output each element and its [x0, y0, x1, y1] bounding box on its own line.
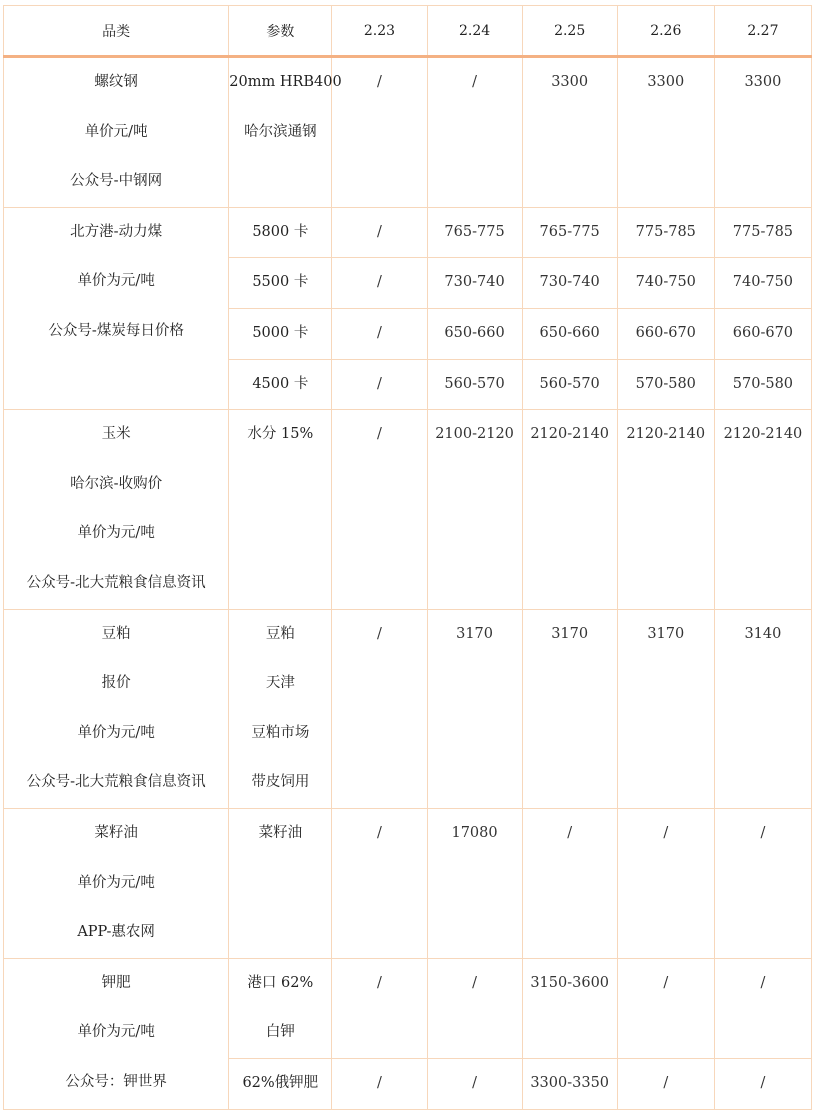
header-date-2-23: 2.23 — [332, 6, 427, 57]
parameter-line: 5500 卡 — [252, 274, 309, 291]
price-cell — [714, 410, 811, 609]
price-cell — [714, 359, 811, 410]
price-value: / — [472, 974, 477, 991]
price-value: / — [377, 426, 382, 443]
price-cell — [427, 808, 522, 958]
price-cell — [427, 258, 522, 309]
category-cell — [4, 808, 229, 958]
category-line: 单价为元/吨 — [77, 525, 155, 542]
category-line: 公众号-中钢网 — [70, 173, 163, 190]
price-value: / — [377, 74, 382, 90]
price-cell — [617, 258, 714, 309]
price-value: 660-670 — [635, 324, 696, 341]
price-value: 740-750 — [635, 274, 696, 291]
parameter-cell — [229, 207, 332, 258]
price-value: 2120-2140 — [530, 426, 610, 443]
table-row — [4, 609, 812, 808]
parameter-cell — [229, 958, 332, 1058]
price-cell — [522, 359, 617, 410]
header-parameter: 参数 — [229, 6, 332, 57]
price-value: / — [377, 324, 382, 341]
category-line: 螺纹钢 — [94, 74, 138, 90]
price-cell — [714, 308, 811, 359]
price-cell — [522, 57, 617, 208]
price-value: / — [663, 824, 669, 841]
price-cell — [332, 258, 427, 309]
price-value: 3300 — [744, 74, 782, 90]
price-cell — [617, 207, 714, 258]
price-value: 3300 — [551, 74, 589, 90]
price-value: 570-580 — [635, 375, 696, 392]
category-line: 北方港-动力煤 — [70, 223, 163, 240]
price-cell — [332, 609, 427, 808]
price-value: / — [377, 625, 382, 642]
price-value: 740-750 — [732, 274, 794, 291]
header-date-2-26: 2.26 — [617, 6, 714, 57]
price-cell — [332, 410, 427, 609]
price-value: 775-785 — [732, 223, 794, 240]
price-cell — [714, 609, 811, 808]
category-line: 单价为元/吨 — [77, 1024, 155, 1041]
price-value: 2100-2120 — [435, 426, 514, 443]
header-date-2-24: 2.24 — [427, 6, 522, 57]
price-value: / — [472, 74, 477, 90]
price-value: / — [377, 1074, 382, 1091]
category-line: 公众号：钾世界 — [65, 1073, 167, 1090]
price-value: / — [472, 1074, 477, 1091]
price-cell — [427, 207, 522, 258]
price-value: / — [377, 223, 382, 240]
header-date-2-25: 2.25 — [522, 6, 617, 57]
category-cell — [4, 410, 229, 609]
price-cell — [522, 1058, 617, 1109]
category-line: APP-惠农网 — [77, 924, 155, 941]
parameter-line: 天津 — [265, 675, 295, 692]
price-cell — [332, 1058, 427, 1109]
parameter-line: 豆粕市场 — [251, 724, 310, 741]
price-value: 775-785 — [635, 223, 696, 240]
header-category: 品类 — [4, 6, 229, 57]
price-value: 3170 — [551, 625, 589, 642]
price-cell — [617, 410, 714, 609]
table-row — [4, 207, 812, 258]
price-cell — [617, 57, 714, 208]
parameter-line: 20mm HRB400 — [229, 74, 342, 90]
price-cell — [332, 808, 427, 958]
parameter-line: 4500 卡 — [252, 375, 309, 392]
category-cell — [4, 958, 229, 1109]
header-row — [4, 6, 812, 57]
parameter-cell — [229, 258, 332, 309]
price-cell — [617, 308, 714, 359]
price-value: 730-740 — [539, 274, 600, 291]
price-value: 560-570 — [444, 375, 505, 392]
price-cell — [332, 207, 427, 258]
price-value: 3150-3600 — [530, 974, 610, 991]
price-cell — [522, 207, 617, 258]
parameter-line: 5800 卡 — [252, 223, 309, 240]
category-line: 单价元/吨 — [84, 123, 148, 140]
category-line: 哈尔滨-收购价 — [70, 475, 163, 492]
parameter-cell — [229, 57, 342, 208]
table-row — [4, 958, 812, 1058]
parameter-line: 哈尔滨通钢 — [244, 123, 317, 140]
price-value: 660-670 — [732, 324, 794, 341]
price-value: / — [377, 274, 382, 291]
price-value: 560-570 — [539, 375, 600, 392]
price-value: 650-660 — [539, 324, 600, 341]
parameter-line: 带皮饲用 — [251, 774, 310, 791]
price-cell — [714, 808, 811, 958]
price-cell — [617, 958, 714, 1058]
price-table — [3, 5, 812, 1110]
price-cell — [427, 57, 522, 208]
category-line: 公众号-煤炭每日价格 — [48, 322, 184, 339]
price-value: 3170 — [647, 625, 685, 642]
category-line: 单价为元/吨 — [77, 874, 155, 891]
price-cell — [332, 308, 427, 359]
table-row — [4, 808, 812, 958]
price-value: 730-740 — [444, 274, 505, 291]
price-cell — [617, 359, 714, 410]
price-cell — [714, 57, 811, 208]
price-value: 3300-3350 — [530, 1074, 610, 1091]
price-value: / — [760, 1074, 766, 1091]
parameter-line: 豆粕 — [265, 625, 295, 642]
category-line: 单价为元/吨 — [77, 273, 155, 290]
price-value: / — [567, 824, 573, 841]
price-cell — [522, 808, 617, 958]
price-value: 3300 — [647, 74, 685, 90]
price-value: / — [663, 1074, 669, 1091]
category-cell — [4, 207, 229, 409]
price-cell — [332, 359, 427, 410]
category-line: 豆粕 — [101, 625, 131, 642]
price-value: 3170 — [456, 625, 493, 642]
parameter-cell — [229, 410, 332, 609]
parameter-cell — [229, 609, 332, 808]
price-cell — [522, 308, 617, 359]
price-value: 570-580 — [732, 375, 794, 392]
parameter-cell — [229, 308, 332, 359]
price-value: 2120-2140 — [626, 426, 706, 443]
parameter-line: 5000 卡 — [252, 324, 309, 341]
parameter-cell — [229, 359, 332, 410]
price-cell — [427, 609, 522, 808]
price-cell — [427, 359, 522, 410]
table-row — [4, 410, 812, 609]
price-value: 2120-2140 — [723, 426, 803, 443]
price-cell — [427, 410, 522, 609]
header-date-2-27: 2.27 — [714, 6, 811, 57]
price-value: 765-775 — [539, 223, 600, 240]
category-line: 报价 — [101, 675, 131, 692]
category-cell — [4, 57, 229, 208]
price-value: 650-660 — [444, 324, 505, 341]
price-cell — [332, 57, 427, 208]
price-cell — [617, 808, 714, 958]
category-line: 公众号-北大荒粮食信息资讯 — [26, 774, 206, 791]
price-cell — [522, 609, 617, 808]
table-header — [4, 6, 812, 57]
price-cell — [427, 958, 522, 1058]
category-line: 单价为元/吨 — [77, 724, 155, 741]
price-cell — [427, 308, 522, 359]
parameter-line: 62%俄钾肥 — [242, 1074, 319, 1091]
price-value: 17080 — [451, 824, 498, 841]
price-cell — [714, 958, 811, 1058]
price-value: 765-775 — [444, 223, 505, 240]
price-value: / — [377, 824, 382, 841]
price-cell — [714, 258, 811, 309]
price-cell — [714, 207, 811, 258]
parameter-cell — [229, 808, 332, 958]
parameter-line: 白钾 — [265, 1024, 295, 1041]
price-value: / — [377, 375, 382, 392]
price-value: 3140 — [744, 625, 782, 642]
price-value: / — [377, 974, 382, 991]
price-cell — [522, 258, 617, 309]
price-cell — [617, 609, 714, 808]
price-cell — [332, 958, 427, 1058]
category-cell — [4, 609, 229, 808]
price-cell — [522, 410, 617, 609]
category-line: 玉米 — [101, 426, 131, 443]
price-cell — [522, 958, 617, 1058]
price-cell — [714, 1058, 811, 1109]
price-value: / — [760, 974, 766, 991]
category-line: 钾肥 — [101, 974, 131, 991]
parameter-cell — [229, 1058, 332, 1109]
price-value: / — [663, 974, 669, 991]
price-value: / — [760, 824, 766, 841]
parameter-line: 港口 62% — [247, 974, 314, 991]
table-row — [4, 57, 812, 208]
price-cell — [427, 1058, 522, 1109]
parameter-line: 菜籽油 — [258, 824, 303, 841]
price-cell — [617, 1058, 714, 1109]
category-line: 菜籽油 — [94, 824, 138, 841]
table-body — [4, 57, 812, 1110]
parameter-line: 水分 15% — [247, 426, 314, 443]
category-line: 公众号-北大荒粮食信息资讯 — [26, 574, 206, 591]
